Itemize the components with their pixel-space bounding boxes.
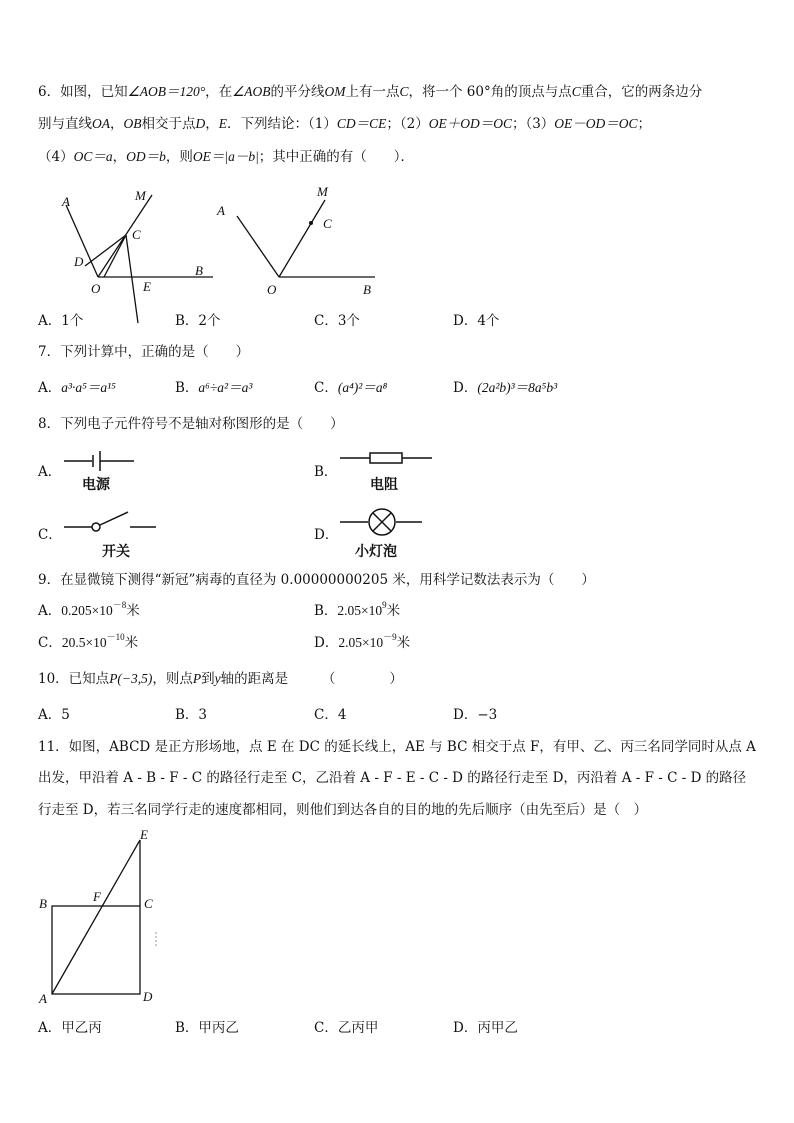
q8-option-a-caption: 电源 (82, 477, 110, 493)
q11-option-c[interactable]: C．乙丙甲 (314, 1020, 379, 1036)
switch-icon (64, 510, 164, 534)
q8-stem: 8．下列电子元件符号不是轴对称图形的是（ ） (38, 416, 344, 432)
fig2-label-m: M (317, 184, 328, 199)
q8-option-b-caption: 电阻 (370, 477, 398, 493)
battery-icon (64, 451, 144, 471)
resistor-icon (340, 448, 440, 468)
q11-option-b[interactable]: B．甲丙乙 (175, 1020, 239, 1036)
q7-option-d[interactable]: D．(2a²b)³＝8a⁵b³ (453, 380, 558, 396)
fig1-label-o: O (91, 281, 101, 296)
q9-option-a[interactable]: A．$0.205\times 10^{-8}$米 (38, 600, 140, 619)
q11-line3: 行走至 D，若三名同学行走的速度都相同，则他们到达各自的目的地的先后顺序（由先至后）是（ ） (38, 802, 648, 818)
fig2-label-c: C (323, 216, 332, 231)
q8-option-c-label[interactable]: C． (38, 527, 62, 543)
q11-line1: 11．如图，ABCD 是正方形场地，点 E 在 DC 的延长线上，AE 与 BC 相交于点 F，有甲、乙、丙三名同学同时从点 A (38, 739, 756, 755)
q11-label-f: F (93, 889, 101, 904)
fig2-label-a: A (217, 203, 225, 218)
q6-option-d[interactable]: D．4个 (453, 313, 500, 329)
q11-label-d: D (143, 989, 153, 1004)
q10-option-b[interactable]: B．3 (175, 707, 208, 723)
q7-stem: 7．下列计算中，正确的是（ ） (38, 344, 250, 360)
q10-option-a[interactable]: A．5 (38, 707, 70, 723)
lamp-icon (340, 505, 430, 539)
q11-square-figure (36, 828, 176, 1008)
fig1-label-a: A (62, 194, 70, 209)
q7-option-c[interactable]: C．(a⁴)²＝a⁸ (314, 380, 388, 396)
fig1-label-c: C (132, 227, 141, 242)
q7-option-a[interactable]: A．a³·a⁵＝a¹⁵ (38, 380, 116, 396)
q9-stem: 9．在显微镜下测得“新冠”病毒的直径为 0.00000000205 米，用科学记数法表示为（ ） (38, 572, 595, 588)
q11-option-a[interactable]: A．甲乙丙 (38, 1020, 102, 1036)
q8-option-d-caption: 小灯泡 (355, 544, 397, 560)
q8-option-a-label[interactable]: A． (38, 464, 62, 480)
fig2-label-o: O (267, 282, 277, 297)
q9-option-b[interactable]: B．$2.05\times 10^9$米 (314, 600, 401, 619)
q11-label-a: A (39, 991, 47, 1006)
q11-label-b: B (39, 896, 47, 911)
q6-option-b[interactable]: B．2个 (175, 313, 221, 329)
q8-option-d-label[interactable]: D． (314, 527, 339, 543)
q8-option-b-label[interactable]: B． (314, 464, 338, 480)
q7-option-b[interactable]: B．a⁶÷a²＝a³ (175, 380, 253, 396)
q8-option-c-caption: 开关 (102, 544, 130, 560)
q9-option-d[interactable]: D．$2.05\times 10^{-9}$米 (314, 632, 411, 651)
q6-option-c[interactable]: C．3个 (314, 313, 360, 329)
q11-option-d[interactable]: D．丙甲乙 (453, 1020, 518, 1036)
q6-line2: 别与直线OA，OB相交于点D，E．下列结论：（1）CD＝CE；（2）OE＋OD＝OC；（3）OE－OD＝OC； (38, 116, 652, 132)
q6-figure-left (40, 180, 240, 320)
q10-option-c[interactable]: C．4 (314, 707, 347, 723)
fig2-label-b: B (363, 282, 371, 297)
q6-figure-right (215, 180, 385, 300)
q10-stem: 10．已知点P(−3,5)，则点P到y轴的距离是 （ ） (38, 671, 403, 687)
q6-line3: （4）OC＝a，OD＝b，则OE＝|a－b|；其中正确的有（ ）． (38, 149, 415, 165)
q11-label-e: E (140, 827, 148, 842)
q11-label-c: C (144, 896, 153, 911)
q6-line1: 6．如图，已知∠AOB＝120°，在∠AOB的平分线OM上有一点C，将一个 60°角的顶点与点C重合，它的两条边分 (38, 84, 703, 100)
fig1-label-d: D (74, 254, 84, 269)
q9-option-c[interactable]: C．$20.5\times 10^{-10}$米 (38, 632, 139, 651)
fig1-label-b: B (195, 263, 203, 278)
fig1-label-m: M (135, 188, 146, 203)
fig1-label-e: E (143, 279, 151, 294)
q10-option-d[interactable]: D．−3 (453, 707, 498, 723)
q6-option-a[interactable]: A．1个 (38, 313, 84, 329)
q11-line2: 出发，甲沿着 A - B - F - C 的路径行走至 C，乙沿着 A - F - E - C - D 的路径行走至 D，丙沿着 A - F - C - D 的路径 (38, 770, 747, 786)
